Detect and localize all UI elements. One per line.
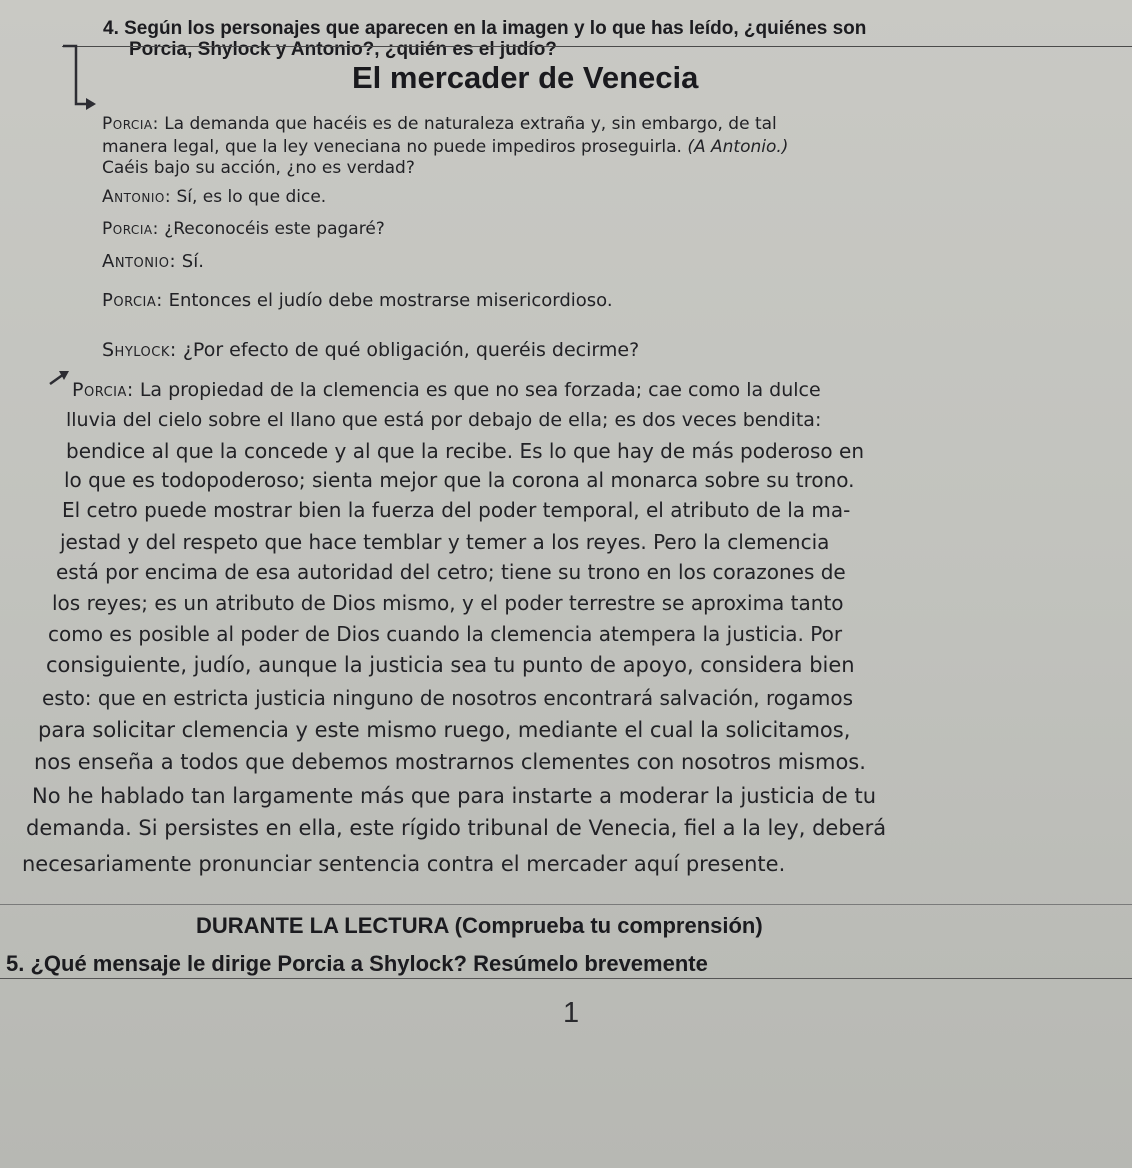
dialogue-line: jestad y del respeto que hace temblar y temer a los reyes. Pero la clemencia <box>60 530 830 554</box>
speaker-name: Porcia: <box>102 114 159 134</box>
dialogue-line: demanda. Si persistes en ella, este rígido tribunal de Venecia, fiel a la ley, deberá <box>26 816 887 840</box>
answer-line-top <box>62 46 1132 47</box>
section-divider <box>0 904 1132 905</box>
dialogue-line: Antonio: Sí. <box>102 251 204 272</box>
dialogue-line: nos enseña a todos que debemos mostrarnos clementes con nosotros mismos. <box>34 750 866 774</box>
dialogue-line: como es posible al poder de Dios cuando la clemencia atempera la justicia. Por <box>48 622 843 646</box>
dialogue-line: para solicitar clemencia y este mismo ruego, mediante el cual la solicitamos, <box>38 718 851 742</box>
dialogue-line: bendice al que la concede y al que la recibe. Es lo que hay de más poderoso en <box>66 439 864 463</box>
question-4-line-2: Porcia, Shylock y Antonio?, ¿quién es el judío? <box>129 39 557 60</box>
stage-direction: (A Antonio.) <box>687 137 789 157</box>
dialogue-line: Shylock: ¿Por efecto de qué obligación, queréis decirme? <box>102 339 640 361</box>
speaker-name: Porcia: <box>102 290 163 311</box>
question-5: 5. ¿Qué mensaje le dirige Porcia a Shylock? Resúmelo brevemente <box>6 951 708 976</box>
dialogue-line: No he hablado tan largamente más que para instarte a moderar la justicia de tu <box>32 784 877 808</box>
dialogue-line: Caéis bajo su acción, ¿no es verdad? <box>102 158 415 178</box>
reading-title: El mercader de Venecia <box>352 60 699 95</box>
dialogue-line: Porcia: La demanda que hacéis es de naturaleza extraña y, sin embargo, de tal <box>102 114 777 134</box>
speaker-name: Antonio: <box>102 251 177 272</box>
speaker-name: Antonio: <box>102 187 172 207</box>
dialogue-line: está por encima de esa autoridad del cetro; tiene su trono en los corazones de <box>56 560 846 584</box>
page-number: 1 <box>563 997 580 1029</box>
speaker-name: Porcia: <box>102 219 159 239</box>
question-4-line-1: 4. Según los personajes que aparecen en la imagen y lo que has leído, ¿quiénes son <box>103 18 867 39</box>
dialogue-line: manera legal, que la ley veneciana no puede impediros proseguirla. (A Antonio.) <box>102 137 789 157</box>
dialogue-line: El cetro puede mostrar bien la fuerza del poder temporal, el atributo de la ma- <box>62 498 851 522</box>
section-heading: DURANTE LA LECTURA (Comprueba tu comprensión) <box>196 913 763 938</box>
dialogue-line: lluvia del cielo sobre el llano que está por debajo de ella; es dos veces bendita: <box>66 409 822 431</box>
speaker-name: Porcia: <box>72 379 134 401</box>
dialogue-line: Antonio: Sí, es lo que dice. <box>102 187 327 207</box>
dialogue-line: consiguiente, judío, aunque la justicia sea tu punto de apoyo, considera bien <box>46 653 855 677</box>
small-arrow-icon <box>48 368 72 390</box>
speaker-name: Shylock: <box>102 339 177 361</box>
answer-line-q5 <box>0 978 1132 979</box>
hand-drawn-arrow-icon <box>60 44 120 114</box>
dialogue-line: Porcia: ¿Reconocéis este pagaré? <box>102 219 385 239</box>
dialogue-line: esto: que en estricta justicia ninguno de nosotros encontrará salvación, rogamos <box>42 686 854 710</box>
dialogue-line: Porcia: La propiedad de la clemencia es que no sea forzada; cae como la dulce <box>72 379 821 401</box>
dialogue-line: Porcia: Entonces el judío debe mostrarse misericordioso. <box>102 290 613 311</box>
dialogue-line: los reyes; es un atributo de Dios mismo, y el poder terrestre se aproxima tanto <box>52 591 844 615</box>
dialogue-line: lo que es todopoderoso; sienta mejor que la corona al monarca sobre su trono. <box>64 468 855 492</box>
dialogue-line: necesariamente pronunciar sentencia contra el mercader aquí presente. <box>22 852 786 876</box>
